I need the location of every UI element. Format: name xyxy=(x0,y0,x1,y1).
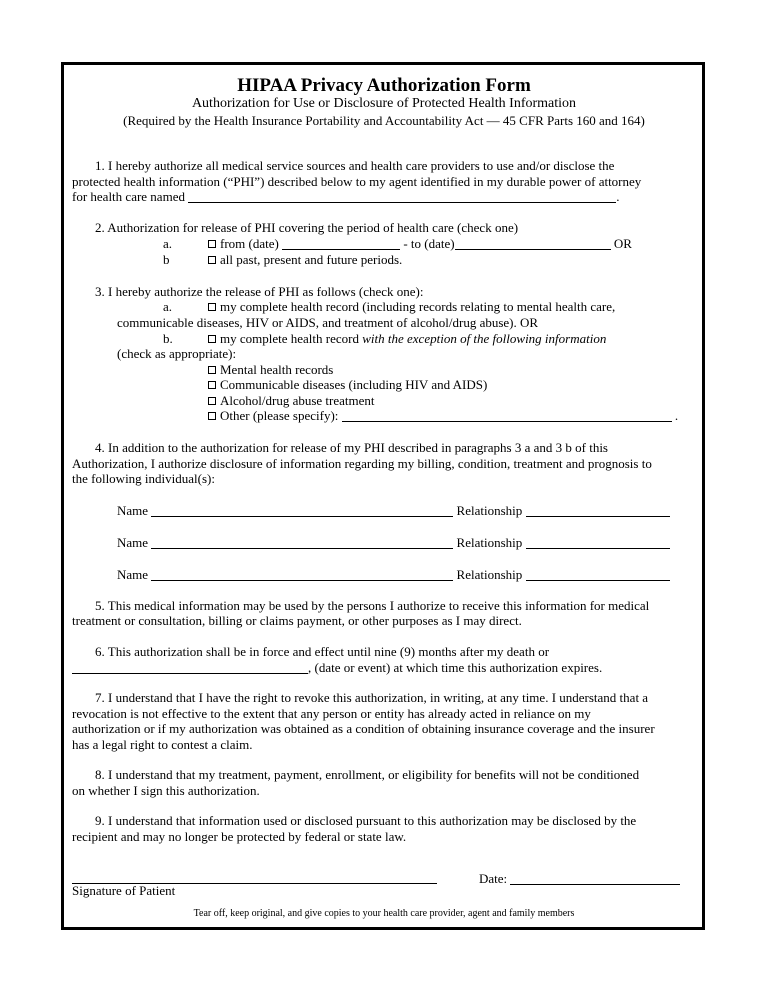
individual-name-field[interactable] xyxy=(151,535,453,549)
checkbox-other[interactable] xyxy=(208,412,216,420)
p3-option-a xyxy=(208,299,615,314)
p9-line1: 9. I understand that information used or disclosed pursuant to this authorization may be disclosed by the xyxy=(95,813,637,828)
p4-line2: Authorization, I authorize disclosure of information regarding my billing, condition, treatment and prognosis to xyxy=(72,456,652,471)
checkbox-mental-health[interactable] xyxy=(208,366,216,374)
p9-line2: recipient and may no longer be protected by federal or state law. xyxy=(72,829,407,844)
name-label: Name xyxy=(117,567,149,582)
p6-line1: 6. This authorization shall be in force and effect until nine (9) months after my death or xyxy=(95,644,550,659)
p2-b-letter: b xyxy=(163,252,170,267)
relationship-field[interactable] xyxy=(526,567,670,581)
p1-line1: 1. I hereby authorize all medical service sources and health care providers to use and/or disclose the xyxy=(95,158,615,173)
checkbox-communicable[interactable] xyxy=(208,381,216,389)
relationship-label: Relationship xyxy=(456,535,523,550)
relationship-field[interactable] xyxy=(526,503,670,517)
option-alcohol-drug xyxy=(208,393,375,408)
agent-name-field[interactable] xyxy=(188,189,616,203)
p1-line3: for health care named . xyxy=(72,189,620,204)
p3-b-letter: b. xyxy=(163,331,173,346)
p6-line2 xyxy=(72,660,602,675)
p4-line1: 4. In addition to the authorization for release of my PHI described in paragraphs 3 a and 3 b of this xyxy=(95,440,608,455)
to-date-label: - to (date) xyxy=(403,236,455,251)
other-end-period: . xyxy=(674,408,679,423)
form-subtitle: Authorization for Use or Disclosure of Protected Health Information xyxy=(191,96,577,111)
or-label: OR xyxy=(613,236,632,251)
p7-line2: revocation is not effective to the extent that any person or entity has already acted in reliance on my xyxy=(72,706,591,721)
option-communicable xyxy=(208,377,487,392)
expiration-text: , (date or event) at which time this authorization expires. xyxy=(308,660,603,675)
date-label: Date: xyxy=(479,871,508,886)
p5-line2: treatment or consultation, billing or claims payment, or other purposes as I may direct. xyxy=(72,613,522,628)
communicable-label: Communicable diseases (including HIV and AIDS) xyxy=(220,377,488,392)
p7-line4: has a legal right to contest a claim. xyxy=(72,737,253,752)
p2-intro: 2. Authorization for release of PHI covering the period of health care (check one) xyxy=(95,220,519,235)
footer-note: Tear off, keep original, and give copies to your health care provider, agent and family members xyxy=(193,908,575,919)
signature-label: Signature of Patient xyxy=(72,883,176,898)
individual-row xyxy=(117,567,670,582)
expiration-field[interactable] xyxy=(72,660,308,674)
p3-a-letter: a. xyxy=(163,299,173,314)
relationship-label: Relationship xyxy=(456,503,523,518)
mental-health-label: Mental health records xyxy=(220,362,334,377)
relationship-label: Relationship xyxy=(456,567,523,582)
other-specify-field[interactable] xyxy=(342,408,672,422)
name-label: Name xyxy=(117,535,149,550)
individual-row xyxy=(117,503,670,518)
option-mental-health xyxy=(208,362,333,377)
exceptions-italic-text: with the exception of the following information xyxy=(362,331,607,346)
required-by-note: (Required by the Health Insurance Portability and Accountability Act — 45 CFR Parts 160 and 164) xyxy=(123,113,645,128)
p3-a-cont: communicable diseases, HIV or AIDS, and treatment of alcohol/drug abuse). OR xyxy=(117,315,539,330)
p7-line1: 7. I understand that I have the right to revoke this authorization, in writing, at any time. I understand that a xyxy=(95,690,649,705)
p3-option-b xyxy=(208,331,606,346)
checkbox-complete-record[interactable] xyxy=(208,303,216,311)
signature-field[interactable] xyxy=(72,870,437,884)
alcohol-drug-label: Alcohol/drug abuse treatment xyxy=(220,393,375,408)
to-date-field[interactable] xyxy=(455,236,611,250)
record-exceptions-label: my complete health record xyxy=(220,331,359,346)
p5-line1: 5. This medical information may be used by the persons I authorize to receive this information for medical xyxy=(95,598,650,613)
individual-name-field[interactable] xyxy=(151,503,453,517)
p3-intro: 3. I hereby authorize the release of PHI as follows (check one): xyxy=(95,284,424,299)
individual-name-field[interactable] xyxy=(151,567,453,581)
agent-label: for health care named xyxy=(72,189,185,204)
all-periods-label: all past, present and future periods. xyxy=(220,252,403,267)
p2-option-a xyxy=(208,236,632,251)
other-label: Other (please specify): xyxy=(220,408,339,423)
form-title: HIPAA Privacy Authorization Form xyxy=(237,75,531,96)
p4-line3: the following individual(s): xyxy=(72,471,215,486)
checkbox-alcohol-drug[interactable] xyxy=(208,397,216,405)
p2-option-b xyxy=(208,252,402,267)
name-label: Name xyxy=(117,503,149,518)
checkbox-all-periods[interactable] xyxy=(208,256,216,264)
complete-record-label: my complete health record (including records relating to mental health care, xyxy=(220,299,616,314)
from-date-label: from (date) xyxy=(220,236,279,251)
individual-row xyxy=(117,535,670,550)
p8-line2: on whether I sign this authorization. xyxy=(72,783,260,798)
checkbox-date-range[interactable] xyxy=(208,240,216,248)
checkbox-record-with-exceptions[interactable] xyxy=(208,335,216,343)
option-other xyxy=(208,408,678,423)
relationship-field[interactable] xyxy=(526,535,670,549)
date-row xyxy=(479,871,680,886)
p1-line2: protected health information (“PHI”) described below to my agent identified in my durable power of attorney xyxy=(72,174,642,189)
signature-date-field[interactable] xyxy=(510,871,680,885)
p7-line3: authorization or if my authorization was obtained as a condition of obtaining insurance coverage and the insurer xyxy=(72,721,655,736)
p8-line1: 8. I understand that my treatment, payment, enrollment, or eligibility for benefits will not be conditioned xyxy=(95,767,640,782)
p2-a-letter: a. xyxy=(163,236,173,251)
check-as-appropriate: (check as appropriate): xyxy=(117,346,237,361)
from-date-field[interactable] xyxy=(282,236,400,250)
